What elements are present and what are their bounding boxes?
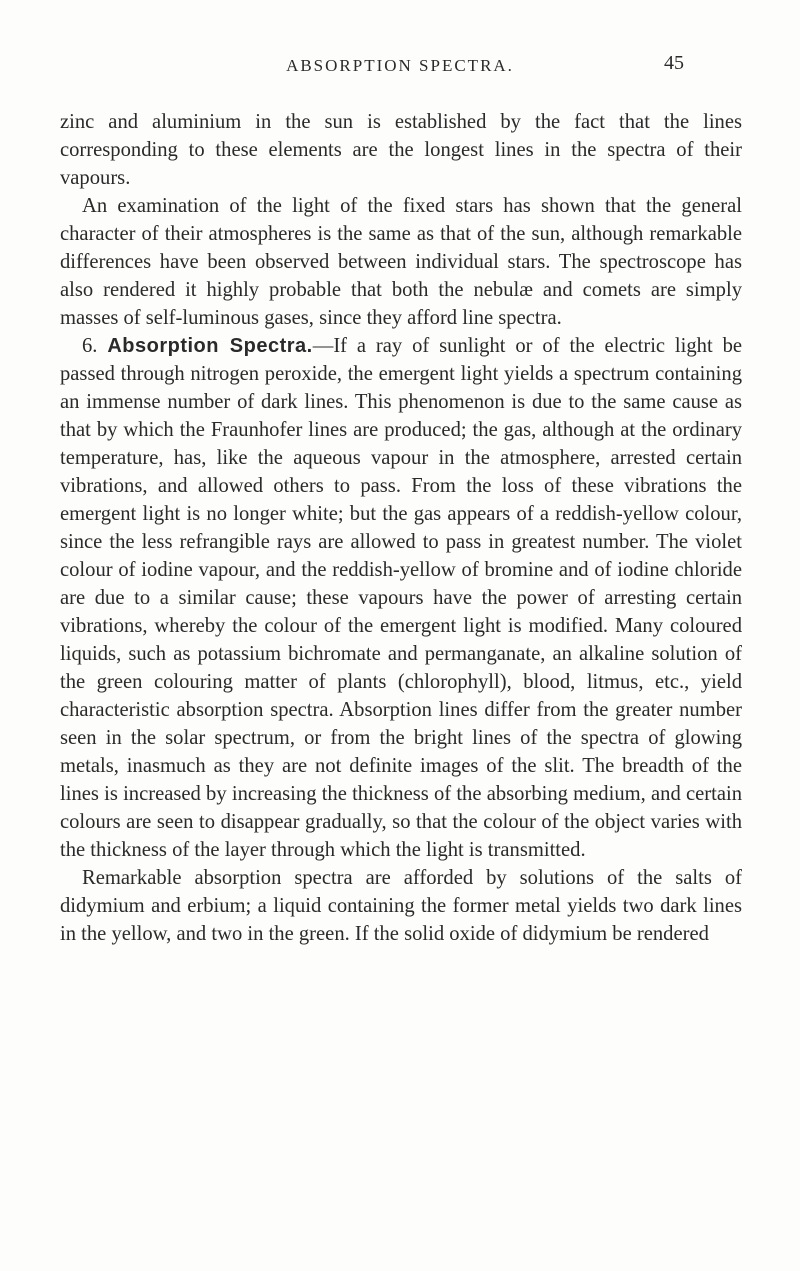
paragraph-fixed-stars: An examination of the light of the fixed stars has shown that the general character of their atmospheres is the same as that of the sun, although remarkable differences have been observed between individual stars. The spectroscope has also rendered it highly probable that both the nebulæ and comets are simply masses of self-luminous gases, since they afford line spectra. [60,195,742,329]
running-title: ABSORPTION SPECTRA. [286,56,514,75]
paragraph-didymium: Remarkable absorption spectra are afforded by solutions of the salts of didymium and erbium; a liquid containing the former metal yields two dark lines in the yellow, and two in the green. If the solid oxide of didymium be rendered [60,867,742,945]
section-heading: Absorption Spectra. [107,335,313,357]
running-header [0,48,800,78]
paragraph-absorption-spectra [60,332,742,864]
section-number: 6. [82,335,98,357]
page-number: 45 [664,52,684,74]
body-text [60,108,742,948]
section-body: —If a ray of sunlight or of the electric light be passed through nitrogen peroxide, the emergent light yields a spectrum containing an immense number of dark lines. This phenomenon is due to the same cause as that by which the Fraunhofer lines are produced; the gas, although at the ordinary temperature, has, like the aqueous vapour in the atmosphere, arrested certain vibrations, and allowed others to pass. From the loss of these vibrations the emergent light is no longer white; but the gas appears of a reddish-yellow colour, since the less refrangible rays are allowed to pass in greatest number. The violet colour of iodine vapour, and the reddish-yellow of bromine and of iodine chloride are due to a similar cause; these vapours have the power of arresting certain vibrations, whereby the colour of the emergent light is modified. Many coloured liquids, such as potassium bichromate and permanganate, an alkaline solution of the green colouring matter of plants (chlorophyll), blood, litmus, etc., yield characteristic absorption spectra. Absorption lines differ from the greater number seen in the solar spectrum, or from the bright lines of the spectra of glowing metals, inasmuch as they are not definite images of the slit. The breadth of the lines is increased by increasing the thickness of the absorbing medium, and certain colours are seen to disappear gradually, so that the colour of the object varies with the thickness of the layer through which the light is transmitted. [60,335,743,861]
paragraph-continued: zinc and aluminium in the sun is established by the fact that the lines corresponding to these elements are the longest lines in the spectra of their vapours. [60,111,742,189]
